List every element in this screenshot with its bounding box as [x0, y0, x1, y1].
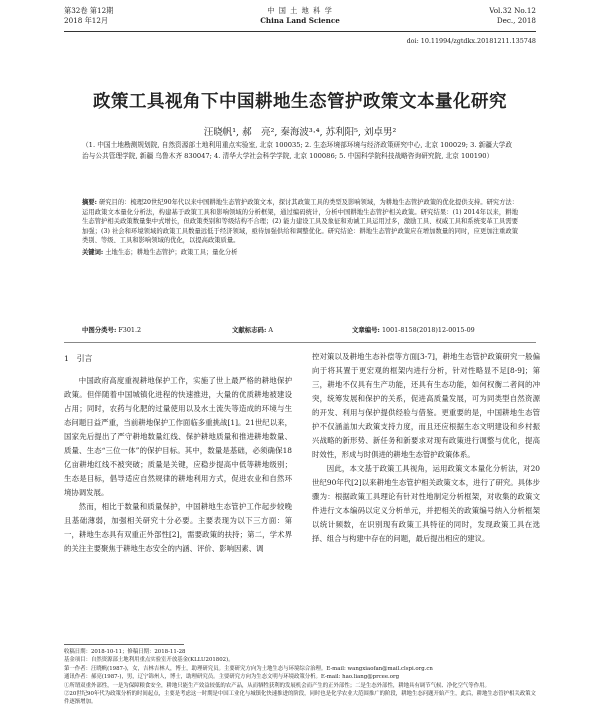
- footnote-first-author: 第一作者：汪晓帆(1987-)，女，吉林吉林人，博士，助理研究员。主要研究方向为土地生态与环境综合治理。E-mail: wangxiaofan@mail.clspi.org.cn: [64, 665, 433, 672]
- author-list: 汪晓帆¹, 郝 亮², 秦海波³·⁴, 苏利阳⁵, 刘卓男²: [203, 127, 397, 138]
- keywords-text: 土地生态；耕地生态管护；政策工具；量化分析: [105, 248, 238, 256]
- section-heading: 1 引言: [64, 354, 93, 363]
- body-paragraph: 控对策以及耕地生态补偿等方面[3-7]，耕地生态管护政策研究一般偏向于将其置于更宏观的框架内进行分析，针对性略显不足[8-9]；第三，耕地不仅具有生产功能，还具有生态功能，如何权衡二者间的冲突，统筹发展和保护的关系，促进高质量发展，可为同类型自然资源的开发、利用与保护提供经验与借鉴。更重要的是，中国耕地生态管护不仅涵盖加大政策支持力度，而且还应根据生态文明建设和乡村振兴战略的新形势、新任务和新要求对现有政策进行调整与优化，提高时效性，形成与时俱进的耕地生态管护政策体系。: [312, 352, 540, 459]
- footnote-note-1: ①所谓双重外部性，一是为保障粮食安全，耕地只能生产效益较低的农产品，从而牺牲获利的发展机会而产生的正外部性；二是生态外部性，耕地具有调节气候、净化空气等作用。: [64, 682, 490, 689]
- paper-title: 政策工具视角下中国耕地生态管护政策文本量化研究: [93, 92, 507, 112]
- header-rule: [64, 31, 536, 32]
- classification-line: [82, 325, 518, 337]
- affiliations: （1. 中国土地勘测规划院, 自然资源部土地利用重点实验室, 北京 100035; 2. 生态环境部环境与经济政策研究中心, 北京 100029; 3. 新疆大学政治与公共管理学院, 新疆 乌鲁木齐 830047; 4. 清华大学社会科学学院, 北京 100086; 5. 中国科学院科技战略咨询研究院, 北京 100190）: [82, 141, 513, 160]
- running-header: [64, 6, 536, 32]
- body-column-right: [312, 350, 540, 546]
- journal-name: [64, 6, 536, 26]
- keywords-label: 关键词:: [82, 248, 104, 256]
- classification-number: 中图分类号: F301.2: [82, 326, 142, 334]
- volume-issue: 第32卷 第12期: [64, 6, 114, 15]
- body-paragraph: 然而，相比于数量和质量保护，中国耕地生态管护工作起步较晚且基础薄弱，加强相关研究十分必要。主要表现为以下三方面：第一，耕地生态具有双重正外部性[2]，需要政策的扶持；第二，学术界的关注主要聚焦于耕地生态安全的内涵、评价、影响因素、调: [64, 502, 292, 553]
- abstract: [82, 198, 518, 258]
- footnote-fund: 基金项目：自然资源部土地利用重点实验室开放基金(KLLU201802)。: [64, 657, 234, 664]
- doi: doi: 10.11994/zgtdkx.20181211.135748: [406, 37, 536, 45]
- body-paragraph: 因此，本文基于政策工具视角，运用政策文本量化分析法，对20世纪90年代[2]以来耕地生态管护相关政策文本，进行了研究。具体步骤为：根据政策工具理论有针对性地制定分析框架，对收集的政策文件进行文本编码以定义分析单元，并把相关的政策编号纳入分析框架以统计频数，在识别现有政策工具特征的同时，发现政策工具在选择、组合与构建中存在的问题，最后提出相应的建议。: [312, 464, 540, 543]
- abstract-divider: [64, 342, 536, 343]
- footnote-note-2: ②20世纪90年代为政策分析的时间起点，主要是考虑这一时期是中国工业化与城镇化快速推进的阶段，同时也是化学农业大范围推广的阶段，耕地生态问题开始产生，此后，耕地生态管护相关政策文件逐渐增加。: [64, 691, 536, 706]
- journal-name-en: China Land Science: [260, 16, 340, 25]
- volume-issue-en: Vol.32 No.12: [489, 6, 536, 15]
- journal-volume-info-en: [489, 6, 536, 26]
- body-paragraph: 中国政府高度重视耕地保护工作，实施了世上最严格的耕地保护政策。但伴随着中国城镇化进程的快速推进，大量的优质耕地被建设占用；同时，农药与化肥的过量使用以及水土流失等造成的环境与生态问题日益严重，当前耕地保护工作面临多重挑战[1]。21世纪以来，国家先后提出了严守耕地数量红线、保护耕地质量和推进耕地数量、质量、生态“三位一体”的保护目标。其中，数量是基础，必须确保18亿亩耕地红线不被突破；质量是关键，应稳步提高中低等耕地级别；生态是目标，倡导适应自然规律的耕地利用方式，促进农业和自然环境协调发展。: [64, 376, 292, 497]
- issue-date-en: Dec., 2018: [496, 16, 536, 25]
- keywords: [82, 248, 518, 258]
- footnote-corresponding-author: 通讯作者：郝亮(1987-)，男，辽宁锦州人，博士，助理研究员。主要研究方向为生态文明与环境政策分析。E-mail: hao.liang@prcee.org: [64, 674, 400, 681]
- abstract-text: 研究目的：梳理20世纪90年代以来中国耕地生态管护政策文本，探讨其政策工具的类型及影响领域，为耕地生态管护政策的优化提供支持。研究方法：运用政策文本量化分析法，构建基于政策工具和影响领域的分析框架，通过编码统计，分析中国耕地生态管护相关政策。研究结果：(1) 2014年以来，耕地生态管护相关政策数量集中式增长，但政策类别和等级结构不合理；(2) 能力建设工具及象征和劝诫工具运用过多，激励工具、权威工具和系统变革工具需要加强；(3) 社会和环境领域的政策工具数量远低于经济领域，亟待加强供给和调整优化。研究结论：耕地生态管护政策应在增加数量的同时，应更加注重政策类别、等级、工具和影响领域的优化，以提高政策质量。: [82, 199, 518, 245]
- article-number: 文章编号: 1001-8158(2018)12-0015-09: [352, 326, 475, 334]
- journal-name-cn: 中 国 土 地 科 学: [267, 6, 333, 15]
- abstract-label: 摘要:: [82, 199, 97, 206]
- body-column-left: [64, 350, 292, 556]
- issue-date: 2018 年12月: [64, 16, 109, 25]
- footnotes: [64, 648, 536, 707]
- footnote-received: 收稿日期：2018-10-11；修稿日期：2018-11-28: [64, 649, 186, 655]
- footnote-rule: [64, 644, 184, 645]
- document-code: 文献标志码: A: [232, 326, 273, 334]
